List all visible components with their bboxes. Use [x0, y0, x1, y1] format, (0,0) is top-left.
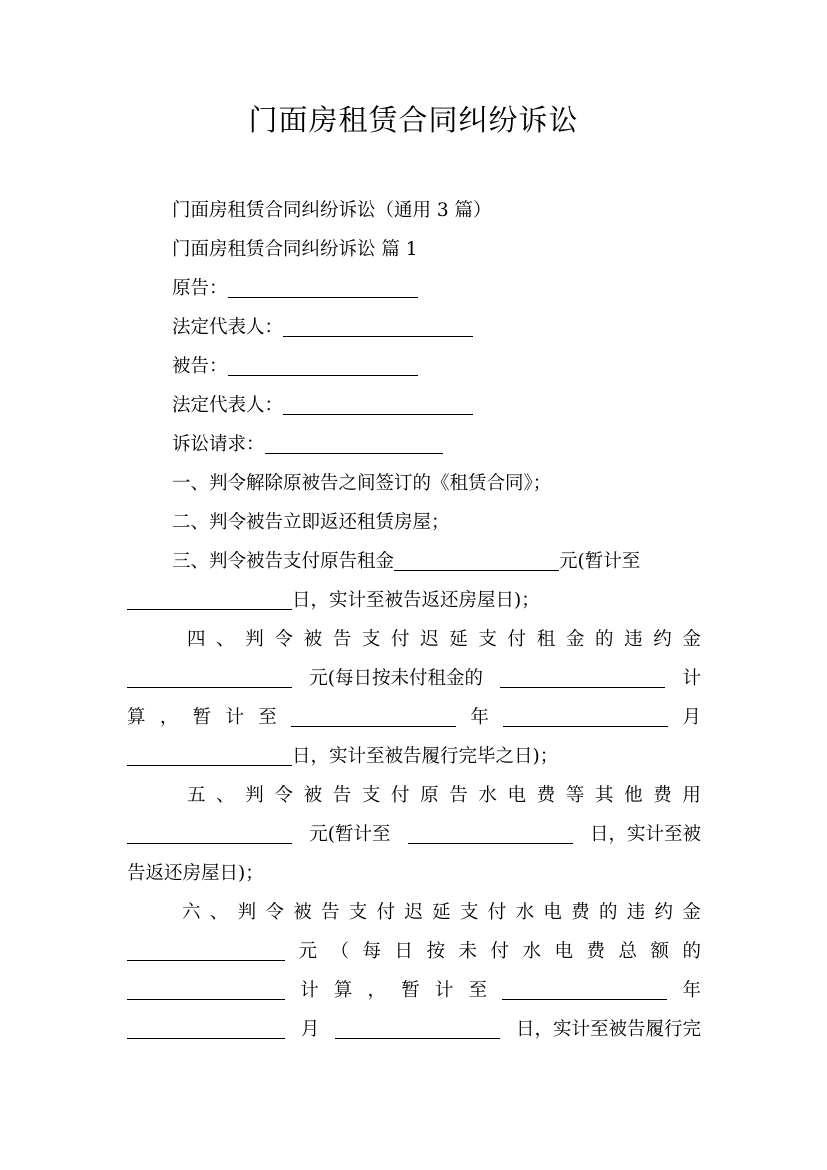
- claim-6-char: 的: [598, 902, 618, 923]
- claim-6-line-3-char: 计: [300, 980, 319, 1001]
- claim-1: [127, 465, 701, 503]
- claim-5-char: 付: [390, 785, 410, 806]
- claim-4-comma: ，: [159, 707, 179, 728]
- claim-3-text-b: 元(暂计至: [559, 551, 641, 572]
- defendant-rep-line: [127, 387, 701, 425]
- claim-6-line-2-char: 付: [490, 941, 509, 962]
- claims-line: [127, 426, 701, 464]
- claim-6-char: 被: [293, 902, 312, 923]
- claims-label: 诉讼请求：: [172, 434, 265, 455]
- claim-6-char: 付: [376, 902, 396, 923]
- claim-5-char: 水: [478, 785, 497, 806]
- claim-3-line-1: [127, 543, 701, 581]
- claim-6-char: 、: [209, 902, 229, 923]
- claim-6-line-2-char: 水: [522, 941, 541, 962]
- claim-4-char: 租: [536, 629, 556, 650]
- claim-4-month: 月: [682, 707, 701, 728]
- claim-5-char: 原: [420, 785, 439, 806]
- penalty-month-blank: [503, 726, 668, 727]
- claim-5-char: 其: [594, 785, 614, 806]
- claim-4-line-3: [127, 699, 701, 737]
- claim-5-char: 电: [507, 785, 527, 806]
- claim-3-line-2: [127, 582, 701, 620]
- claim-6-char: 支: [459, 902, 479, 923]
- subtitle-line: [127, 192, 701, 230]
- claim-6-line-2-char: 额: [650, 941, 669, 962]
- claim-6-char: 告: [320, 902, 340, 923]
- claim-6-line-2: [127, 933, 701, 971]
- claim-6-char: 迟: [404, 902, 423, 923]
- claim-6-char: 金: [682, 902, 701, 923]
- utility-penalty-amount-blank: [127, 960, 285, 961]
- claim-5-char: 告: [449, 785, 468, 806]
- penalty-day-blank: [127, 765, 292, 766]
- utility-amount-blank: [127, 843, 292, 844]
- utility-penalty-year2-blank: [127, 1038, 285, 1039]
- claim-4-zhi: 至: [258, 707, 277, 728]
- rent-amount-blank: [394, 570, 559, 571]
- claim-6-line-2-char: 费: [586, 941, 605, 962]
- claim-4-char: 延: [449, 629, 468, 650]
- claim-6-line-3-char: ，: [367, 980, 387, 1001]
- claim-6-char: 约: [654, 902, 674, 923]
- claim-5-text-b: 日，实计至被: [589, 824, 701, 845]
- claim-6-line-3-char: 算: [333, 980, 353, 1001]
- claim-2: [127, 504, 701, 542]
- claim-4-char: 、: [216, 629, 235, 650]
- plaintiff-line: [127, 270, 701, 308]
- claim-1-text: 一、判令解除原被告之间签订的《租赁合同》；: [172, 473, 552, 494]
- utility-penalty-rate-blank: [127, 999, 285, 1000]
- claim-5-char: 支: [361, 785, 381, 806]
- claim-6-char: 令: [265, 902, 284, 923]
- claim-6-char: 违: [626, 902, 646, 923]
- claim-5-text-a: 元(暂计至: [309, 824, 391, 845]
- claim-6-line-2-char: 电: [554, 941, 573, 962]
- claim-4-char: 迟: [420, 629, 439, 650]
- claim-4-char: 金: [682, 629, 701, 650]
- claim-6-char: 水: [515, 902, 535, 923]
- plaintiff-rep-line: [127, 309, 701, 347]
- claim-6-line-3-char: 暂: [401, 980, 420, 1001]
- claim-6-char: 六: [182, 902, 201, 923]
- subtitle-text: 门面房租赁合同纠纷诉讼（通用 3 篇）: [172, 200, 492, 221]
- defendant-line: [127, 348, 701, 386]
- defendant-rep-label: 法定代表人：: [172, 395, 284, 416]
- claim-4-suan: 算: [127, 707, 146, 728]
- claim-6-line-2-char: 元: [298, 941, 317, 962]
- plaintiff-blank: [228, 297, 418, 298]
- claim-4-char: 令: [274, 629, 293, 650]
- claim-4-char: 违: [624, 629, 643, 650]
- section-heading-text: 门面房租赁合同纠纷诉讼 篇 1: [172, 239, 418, 260]
- claim-4-char: 付: [390, 629, 410, 650]
- claim-4-char: 告: [332, 629, 352, 650]
- claim-5-char: 、: [216, 785, 235, 806]
- claim-5-char: 费: [653, 785, 672, 806]
- claim-6-line-4: [127, 1011, 701, 1049]
- claim-2-text: 二、判令被告立即返还租赁房屋；: [172, 512, 450, 533]
- rent-date-blank: [127, 609, 292, 610]
- claim-4-char: 的: [594, 629, 614, 650]
- claim-4-char: 被: [303, 629, 323, 650]
- defendant-rep-blank: [283, 414, 473, 415]
- utility-date-blank: [408, 843, 573, 844]
- claim-3-text-a: 三、判令被告支付原告租金: [172, 551, 395, 572]
- claim-6-line-2-char: 的: [682, 941, 701, 962]
- claim-4-char: 四: [187, 629, 206, 650]
- claim-4-line-4: [127, 738, 701, 776]
- utility-penalty-month-blank: [335, 1038, 500, 1039]
- plaintiff-label: 原告：: [172, 278, 228, 299]
- defendant-label: 被告：: [172, 356, 228, 377]
- claim-6-line-3-char: 至: [468, 980, 488, 1001]
- claim-6-line-2-char: 按: [426, 941, 445, 962]
- section-heading: [127, 231, 701, 269]
- claim-5-char: 用: [682, 785, 701, 806]
- claim-4-char: 判: [245, 629, 264, 650]
- claim-4-ji: 计: [225, 707, 244, 728]
- claim-4-char: 金: [565, 629, 585, 650]
- document-title: 门面房租赁合同纠纷诉讼: [248, 103, 579, 137]
- defendant-blank: [228, 375, 418, 376]
- claim-6-char: 支: [348, 902, 368, 923]
- claim-5-char: 告: [332, 785, 352, 806]
- claim-4-line-1: [127, 621, 701, 659]
- claim-6-line-2-char: 未: [458, 941, 477, 962]
- claim-6-char: 电: [543, 902, 562, 923]
- claim-4-year: 年: [470, 707, 489, 728]
- claim-6-line-1: [127, 894, 701, 932]
- claim-4-text-b: 计: [682, 668, 701, 689]
- claim-5-text-c: 告返还房屋日)；: [127, 863, 264, 884]
- plaintiff-rep-blank: [283, 336, 473, 337]
- claim-5-char: 他: [624, 785, 643, 806]
- claim-5-char: 费: [536, 785, 556, 806]
- claim-6-char: 费: [571, 902, 590, 923]
- claim-5-char: 判: [245, 785, 264, 806]
- claim-3-text-c: 日，实计至被告返还房屋日)；: [292, 590, 540, 611]
- claim-6-char: 判: [237, 902, 257, 923]
- claim-5-line-3: [127, 855, 701, 893]
- claim-6-line-2-char: 总: [618, 941, 637, 962]
- claim-6-month: 月: [300, 1019, 320, 1040]
- penalty-rate-blank: [500, 687, 665, 688]
- claim-6-char: 付: [487, 902, 507, 923]
- claim-4-char: 支: [361, 629, 381, 650]
- utility-penalty-year-blank: [502, 999, 667, 1000]
- claim-4-line-2: [127, 660, 701, 698]
- claim-4-text-c: 日，实计至被告履行完毕之日)；: [292, 746, 559, 767]
- plaintiff-rep-label: 法定代表人：: [172, 317, 284, 338]
- claim-6-line-2-char: 日: [394, 941, 413, 962]
- claim-5-line-2: [127, 816, 701, 854]
- claim-6-char: 延: [432, 902, 451, 923]
- claim-6-line-3: [127, 972, 701, 1010]
- claim-5-char: 令: [274, 785, 293, 806]
- claim-5-char: 等: [565, 785, 585, 806]
- claim-5-char: 五: [187, 785, 206, 806]
- claims-blank: [265, 453, 443, 454]
- claim-5-char: 被: [303, 785, 323, 806]
- claim-6-year: 年: [682, 980, 701, 1001]
- claim-4-text-a: 元(每日按未付租金的: [309, 668, 483, 689]
- claim-4-char: 付: [507, 629, 527, 650]
- penalty-year-blank: [291, 726, 456, 727]
- penalty-amount-blank: [127, 687, 292, 688]
- claim-6-line-2-char: （: [330, 941, 349, 962]
- claim-6-text-c: 日，实计至被告履行完: [515, 1019, 701, 1040]
- claim-4-char: 支: [478, 629, 497, 650]
- claim-6-line-2-char: 每: [362, 941, 381, 962]
- claim-6-line-3-char: 计: [434, 980, 454, 1001]
- claim-4-char: 约: [653, 629, 672, 650]
- claim-5-line-1: [127, 777, 701, 815]
- claim-4-zan: 暂: [192, 707, 212, 728]
